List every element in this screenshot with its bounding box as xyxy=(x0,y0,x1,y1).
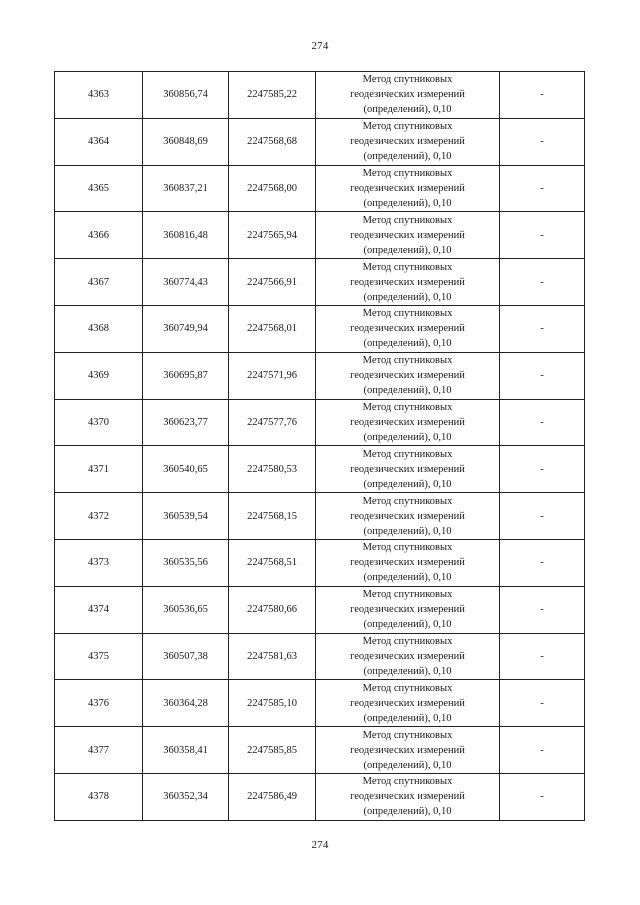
table-row xyxy=(55,72,585,119)
point-id-cell: 4372 xyxy=(55,493,143,540)
point-id-cell: 4376 xyxy=(55,680,143,727)
coordinate-y-cell: 2247577,76 xyxy=(229,399,316,446)
coordinate-x-cell: 360507,38 xyxy=(143,633,229,680)
page-number-bottom: 274 xyxy=(311,839,329,851)
method-cell xyxy=(316,493,500,540)
method-line: (определений), 0,10 xyxy=(363,572,452,584)
method-line: Метод спутниковых xyxy=(362,261,453,273)
method-line: (определений), 0,10 xyxy=(363,759,452,771)
coordinate-y-cell: 2247568,15 xyxy=(229,493,316,540)
table-row xyxy=(55,586,585,633)
method-line: геодезических измерений xyxy=(350,370,465,382)
coordinate-x-cell: 360856,74 xyxy=(143,72,229,119)
point-id-cell: 4365 xyxy=(55,165,143,212)
note-cell: - xyxy=(500,493,585,540)
method-line: геодезических измерений xyxy=(350,182,465,194)
point-id-cell: 4370 xyxy=(55,399,143,446)
method-line: геодезических измерений xyxy=(350,229,465,241)
method-cell xyxy=(316,586,500,633)
method-line: (определений), 0,10 xyxy=(363,385,452,397)
coordinate-x-cell: 360848,69 xyxy=(143,118,229,165)
method-line: Метод спутниковых xyxy=(362,121,453,133)
method-cell xyxy=(316,352,500,399)
table-row xyxy=(55,352,585,399)
method-line: Метод спутниковых xyxy=(362,495,453,507)
note-cell: - xyxy=(500,305,585,352)
point-id-cell: 4374 xyxy=(55,586,143,633)
coordinate-x-cell: 360364,28 xyxy=(143,680,229,727)
method-cell xyxy=(316,165,500,212)
note-cell: - xyxy=(500,773,585,820)
coordinate-x-cell: 360774,43 xyxy=(143,259,229,306)
point-id-cell: 4363 xyxy=(55,72,143,119)
table-row xyxy=(55,493,585,540)
method-line: геодезических измерений xyxy=(350,463,465,475)
coordinate-y-cell: 2247571,96 xyxy=(229,352,316,399)
point-id-cell: 4378 xyxy=(55,773,143,820)
method-line: Метод спутниковых xyxy=(362,682,453,694)
note-cell: - xyxy=(500,446,585,493)
coordinate-x-cell: 360358,41 xyxy=(143,727,229,774)
method-line: геодезических измерений xyxy=(350,89,465,101)
table-row xyxy=(55,446,585,493)
method-line: (определений), 0,10 xyxy=(363,478,452,490)
table-row xyxy=(55,212,585,259)
note-cell: - xyxy=(500,680,585,727)
method-line: геодезических измерений xyxy=(350,323,465,335)
method-line: Метод спутниковых xyxy=(362,729,453,741)
table-row xyxy=(55,259,585,306)
method-line: (определений), 0,10 xyxy=(363,619,452,631)
method-line: геодезических измерений xyxy=(350,697,465,709)
table-row xyxy=(55,399,585,446)
note-cell: - xyxy=(500,165,585,212)
point-id-cell: 4373 xyxy=(55,539,143,586)
method-line: геодезических измерений xyxy=(350,604,465,616)
method-line: геодезических измерений xyxy=(350,744,465,756)
note-cell: - xyxy=(500,212,585,259)
coordinate-x-cell: 360539,54 xyxy=(143,493,229,540)
method-line: Метод спутниковых xyxy=(362,167,453,179)
coordinate-y-cell: 2247565,94 xyxy=(229,212,316,259)
method-line: (определений), 0,10 xyxy=(363,104,452,116)
coordinate-y-cell: 2247568,01 xyxy=(229,305,316,352)
coordinate-x-cell: 360816,48 xyxy=(143,212,229,259)
method-line: геодезических измерений xyxy=(350,276,465,288)
coordinate-y-cell: 2247585,85 xyxy=(229,727,316,774)
method-cell xyxy=(316,72,500,119)
point-id-cell: 4375 xyxy=(55,633,143,680)
page-number-top: 274 xyxy=(311,40,329,52)
point-id-cell: 4366 xyxy=(55,212,143,259)
method-line: (определений), 0,10 xyxy=(363,291,452,303)
method-cell xyxy=(316,633,500,680)
note-cell: - xyxy=(500,586,585,633)
coordinate-y-cell: 2247580,66 xyxy=(229,586,316,633)
coordinates-table xyxy=(54,71,585,821)
method-cell xyxy=(316,680,500,727)
method-cell xyxy=(316,727,500,774)
coordinate-x-cell: 360695,87 xyxy=(143,352,229,399)
method-line: геодезических измерений xyxy=(350,557,465,569)
method-line: (определений), 0,10 xyxy=(363,197,452,209)
coordinates-table-body xyxy=(55,72,585,821)
note-cell: - xyxy=(500,633,585,680)
method-line: Метод спутниковых xyxy=(362,308,453,320)
point-id-cell: 4377 xyxy=(55,727,143,774)
coordinate-y-cell: 2247568,68 xyxy=(229,118,316,165)
table-row xyxy=(55,305,585,352)
method-cell xyxy=(316,118,500,165)
method-line: Метод спутниковых xyxy=(362,448,453,460)
method-line: (определений), 0,10 xyxy=(363,431,452,443)
method-line: Метод спутниковых xyxy=(362,542,453,554)
method-line: Метод спутниковых xyxy=(362,74,453,86)
coordinate-y-cell: 2247568,51 xyxy=(229,539,316,586)
method-cell xyxy=(316,305,500,352)
method-line: (определений), 0,10 xyxy=(363,525,452,537)
method-cell xyxy=(316,399,500,446)
method-line: Метод спутниковых xyxy=(362,635,453,647)
coordinate-x-cell: 360535,56 xyxy=(143,539,229,586)
note-cell: - xyxy=(500,727,585,774)
coordinate-y-cell: 2247580,53 xyxy=(229,446,316,493)
coordinate-x-cell: 360352,34 xyxy=(143,773,229,820)
method-line: (определений), 0,10 xyxy=(363,806,452,818)
method-line: (определений), 0,10 xyxy=(363,338,452,350)
method-line: геодезических измерений xyxy=(350,416,465,428)
point-id-cell: 4367 xyxy=(55,259,143,306)
note-cell: - xyxy=(500,72,585,119)
note-cell: - xyxy=(500,352,585,399)
coordinate-y-cell: 2247585,10 xyxy=(229,680,316,727)
method-cell xyxy=(316,539,500,586)
method-line: Метод спутниковых xyxy=(362,214,453,226)
point-id-cell: 4368 xyxy=(55,305,143,352)
method-cell xyxy=(316,259,500,306)
table-row xyxy=(55,680,585,727)
table-row xyxy=(55,165,585,212)
coordinate-x-cell: 360536,65 xyxy=(143,586,229,633)
coordinate-x-cell: 360623,77 xyxy=(143,399,229,446)
point-id-cell: 4371 xyxy=(55,446,143,493)
table-row xyxy=(55,118,585,165)
note-cell: - xyxy=(500,539,585,586)
coordinate-x-cell: 360749,94 xyxy=(143,305,229,352)
method-cell xyxy=(316,773,500,820)
table-row xyxy=(55,633,585,680)
coordinate-y-cell: 2247566,91 xyxy=(229,259,316,306)
method-line: Метод спутниковых xyxy=(362,776,453,788)
coordinate-x-cell: 360540,65 xyxy=(143,446,229,493)
note-cell: - xyxy=(500,259,585,306)
method-line: геодезических измерений xyxy=(350,136,465,148)
method-line: геодезических измерений xyxy=(350,510,465,522)
method-line: (определений), 0,10 xyxy=(363,151,452,163)
method-line: (определений), 0,10 xyxy=(363,244,452,256)
method-line: геодезических измерений xyxy=(350,791,465,803)
method-line: (определений), 0,10 xyxy=(363,665,452,677)
table-row xyxy=(55,539,585,586)
coordinate-y-cell: 2247581,63 xyxy=(229,633,316,680)
table-row xyxy=(55,727,585,774)
point-id-cell: 4364 xyxy=(55,118,143,165)
point-id-cell: 4369 xyxy=(55,352,143,399)
method-line: Метод спутниковых xyxy=(362,589,453,601)
coordinate-y-cell: 2247585,22 xyxy=(229,72,316,119)
method-cell xyxy=(316,212,500,259)
coordinate-y-cell: 2247568,00 xyxy=(229,165,316,212)
method-line: Метод спутниковых xyxy=(362,355,453,367)
note-cell: - xyxy=(500,118,585,165)
coordinate-y-cell: 2247586,49 xyxy=(229,773,316,820)
table-row xyxy=(55,773,585,820)
method-line: (определений), 0,10 xyxy=(363,712,452,724)
coordinate-x-cell: 360837,21 xyxy=(143,165,229,212)
method-line: геодезических измерений xyxy=(350,650,465,662)
method-line: Метод спутниковых xyxy=(362,401,453,413)
note-cell: - xyxy=(500,399,585,446)
method-cell xyxy=(316,446,500,493)
